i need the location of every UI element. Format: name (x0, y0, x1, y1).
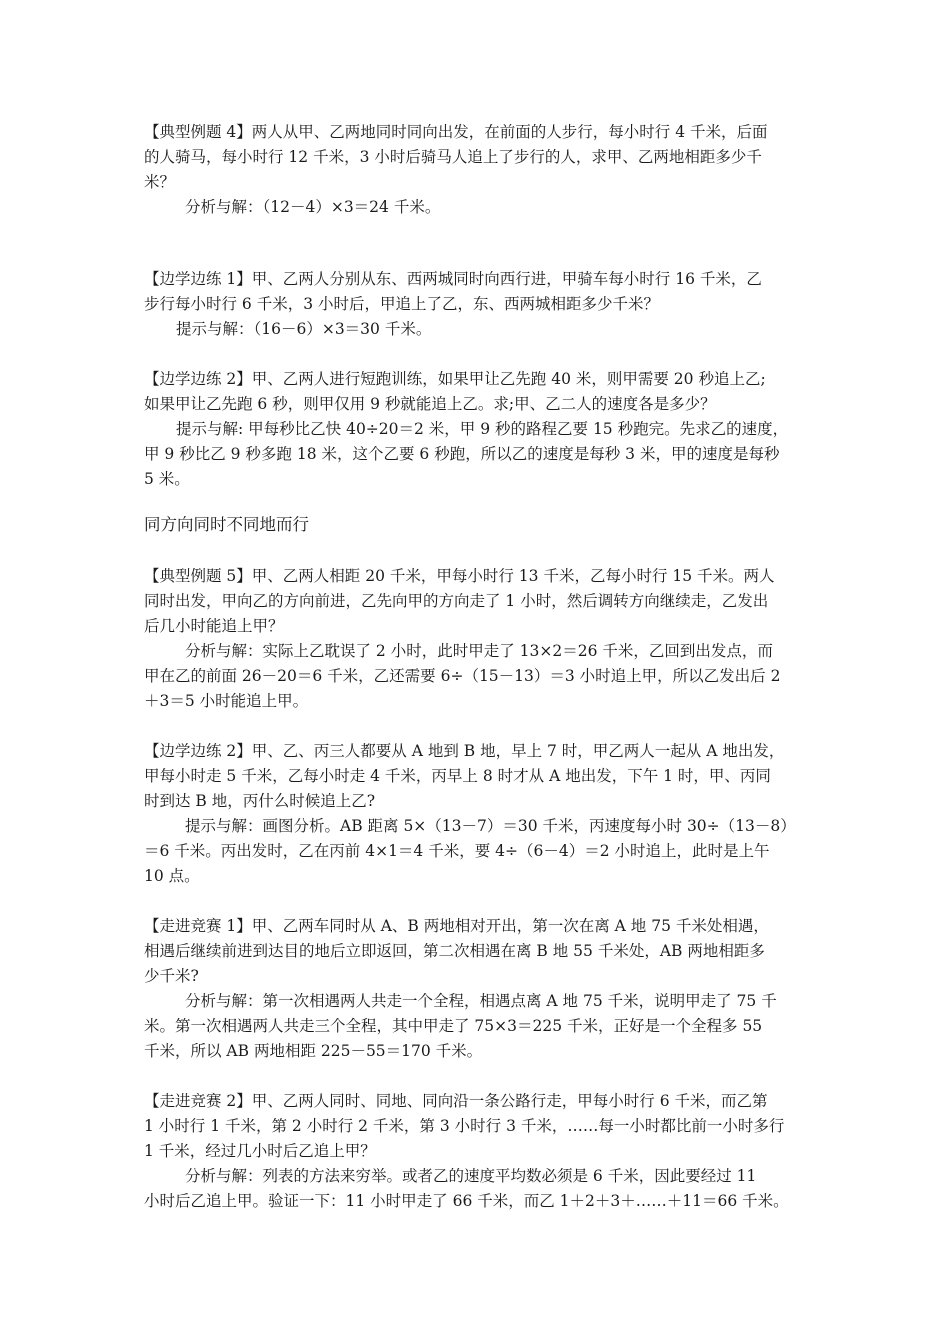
practice-1-line-1: 【边学边练 1】甲、乙两人分别从东、西两城同时向西行进，甲骑车每小时行 16 千米，乙 (144, 270, 762, 288)
contest-1-solution-2: 米。第一次相遇两人共走三个全程，其中甲走了 75×3＝225 千米，正好是一个全程多 55 (144, 1017, 763, 1035)
practice-2b-hint-2: ＝6 千米。丙出发时，乙在丙前 4×1＝4 千米，要 4÷（6－4）＝2 小时追上，此时是上午 (144, 842, 770, 860)
practice-1-hint: 提示与解：（16－6）×3＝30 千米。 (176, 320, 432, 338)
practice-2b-hint-1: 提示与解：画图分析。AB 距离 5×（13－7）＝30 千米，丙速度每小时 30÷（13－8） (185, 817, 796, 835)
contest-1-line-2: 相遇后继续前进到达目的地后立即返回，第二次相遇在离 B 地 55 千米处，AB 两地相距多 (144, 942, 765, 960)
practice-2a (144, 367, 810, 492)
contest-1-line-3: 少千米? (144, 967, 199, 985)
practice-2b-hint-3: 10 点。 (144, 867, 200, 885)
practice-1-line-2: 步行每小时行 6 千米，3 小时后，甲追上了乙，东、西两城相距多少千米？ (144, 295, 660, 313)
example-5-solution-3: ＋3＝5 小时能追上甲。 (144, 692, 309, 710)
example-5 (144, 564, 810, 714)
practice-2a-hint-1: 提示与解: 甲每秒比乙快 40÷20＝2 米，甲 9 秒的路程乙要 15 秒跑完。先求乙的速度， (176, 420, 789, 438)
example-5-solution-1: 分析与解：实际上乙耽误了 2 小时，此时甲走了 13×2＝26 千米，乙回到出发点，而 (185, 642, 773, 660)
example-4-line-2: 的人骑马，每小时行 12 千米，3 小时后骑马人追上了步行的人，求甲、乙两地相距多少千 (144, 148, 762, 166)
example-5-solution-2: 甲在乙的前面 26－20＝6 千米，乙还需要 6÷（15－13）＝3 小时追上甲，所以乙发出后 2 (144, 667, 781, 685)
example-5-line-1: 【典型例题 5】甲、乙两人相距 20 千米，甲每小时行 13 千米，乙每小时行 15 千米。两人 (144, 567, 775, 585)
practice-2b-line-2: 甲每小时走 5 千米，乙每小时走 4 千米，丙早上 8 时才从 A 地出发，下午 1 时，甲、丙同 (144, 767, 771, 785)
contest-2-line-1: 【走进竞赛 2】甲、乙两人同时、同地、同向沿一条公路行走，甲每小时行 6 千米，而乙第 (144, 1092, 768, 1110)
contest-2-line-3: 1 千米，经过几小时后乙追上甲？ (144, 1142, 376, 1160)
contest-2 (144, 1089, 810, 1214)
practice-2a-hint-2: 甲 9 秒比乙 9 秒多跑 18 米，这个乙要 6 秒跑，所以乙的速度是每秒 3 米，甲的速度是每秒 (144, 445, 780, 463)
example-5-line-2: 同时出发，甲向乙的方向前进，乙先向甲的方向走了 1 小时，然后调转方向继续走，乙发出 (144, 592, 769, 610)
practice-2b-line-1: 【边学边练 2】甲、乙、丙三人都要从 A 地到 B 地，早上 7 时，甲乙两人一起从 A 地出发， (144, 742, 785, 760)
practice-2a-line-1: 【边学边练 2】甲、乙两人进行短跑训练，如果甲让乙先跑 40 米，则甲需要 20 秒追上乙; (144, 370, 766, 388)
practice-2b-line-3: 时到达 B 地，丙什么时候追上乙? (144, 792, 376, 810)
practice-2a-line-2: 如果甲让乙先跑 6 秒，则甲仅用 9 秒就能追上乙。求;甲、乙二人的速度各是多少？ (144, 395, 716, 413)
contest-2-solution-2: 小时后乙追上甲。验证一下：11 小时甲走了 66 千米，而乙 1＋2＋3＋……＋11＝66 千米。 (144, 1192, 789, 1210)
example-4-solution: 分析与解：（12－4）×3＝24 千米。 (185, 198, 441, 216)
practice-2b (144, 739, 810, 889)
contest-1-solution-3: 千米，所以 AB 两地相距 225－55＝170 千米。 (144, 1042, 483, 1060)
example-4-line-1: 【典型例题 4】两人从甲、乙两地同时同向出发，在前面的人步行，每小时行 4 千米，后面 (144, 123, 768, 141)
example-4 (144, 120, 810, 220)
contest-1-line-1: 【走进竞赛 1】甲、乙两车同时从 A、B 两地相对开出，第一次在离 A 地 75 千米处相遇， (144, 917, 769, 935)
contest-2-line-2: 1 小时行 1 千米，第 2 小时行 2 千米，第 3 小时行 3 千米，……每一小时都比前一小时多行 (144, 1117, 785, 1135)
example-4-line-3: 米？ (144, 173, 176, 191)
contest-1 (144, 914, 810, 1064)
practice-2a-hint-3: 5 米。 (144, 470, 190, 488)
practice-1 (144, 267, 810, 342)
example-5-line-3: 后几小时能追上甲？ (144, 617, 284, 635)
contest-1-solution-1: 分析与解：第一次相遇两人共走一个全程，相遇点离 A 地 75 千米，说明甲走了 75 千 (185, 992, 777, 1010)
section-heading (144, 511, 810, 539)
contest-2-solution-1: 分析与解：列表的方法来穷举。或者乙的速度平均数必须是 6 千米，因此要经过 11 (185, 1167, 757, 1185)
section-heading-text: 同方向同时不同地而行 (144, 515, 309, 534)
